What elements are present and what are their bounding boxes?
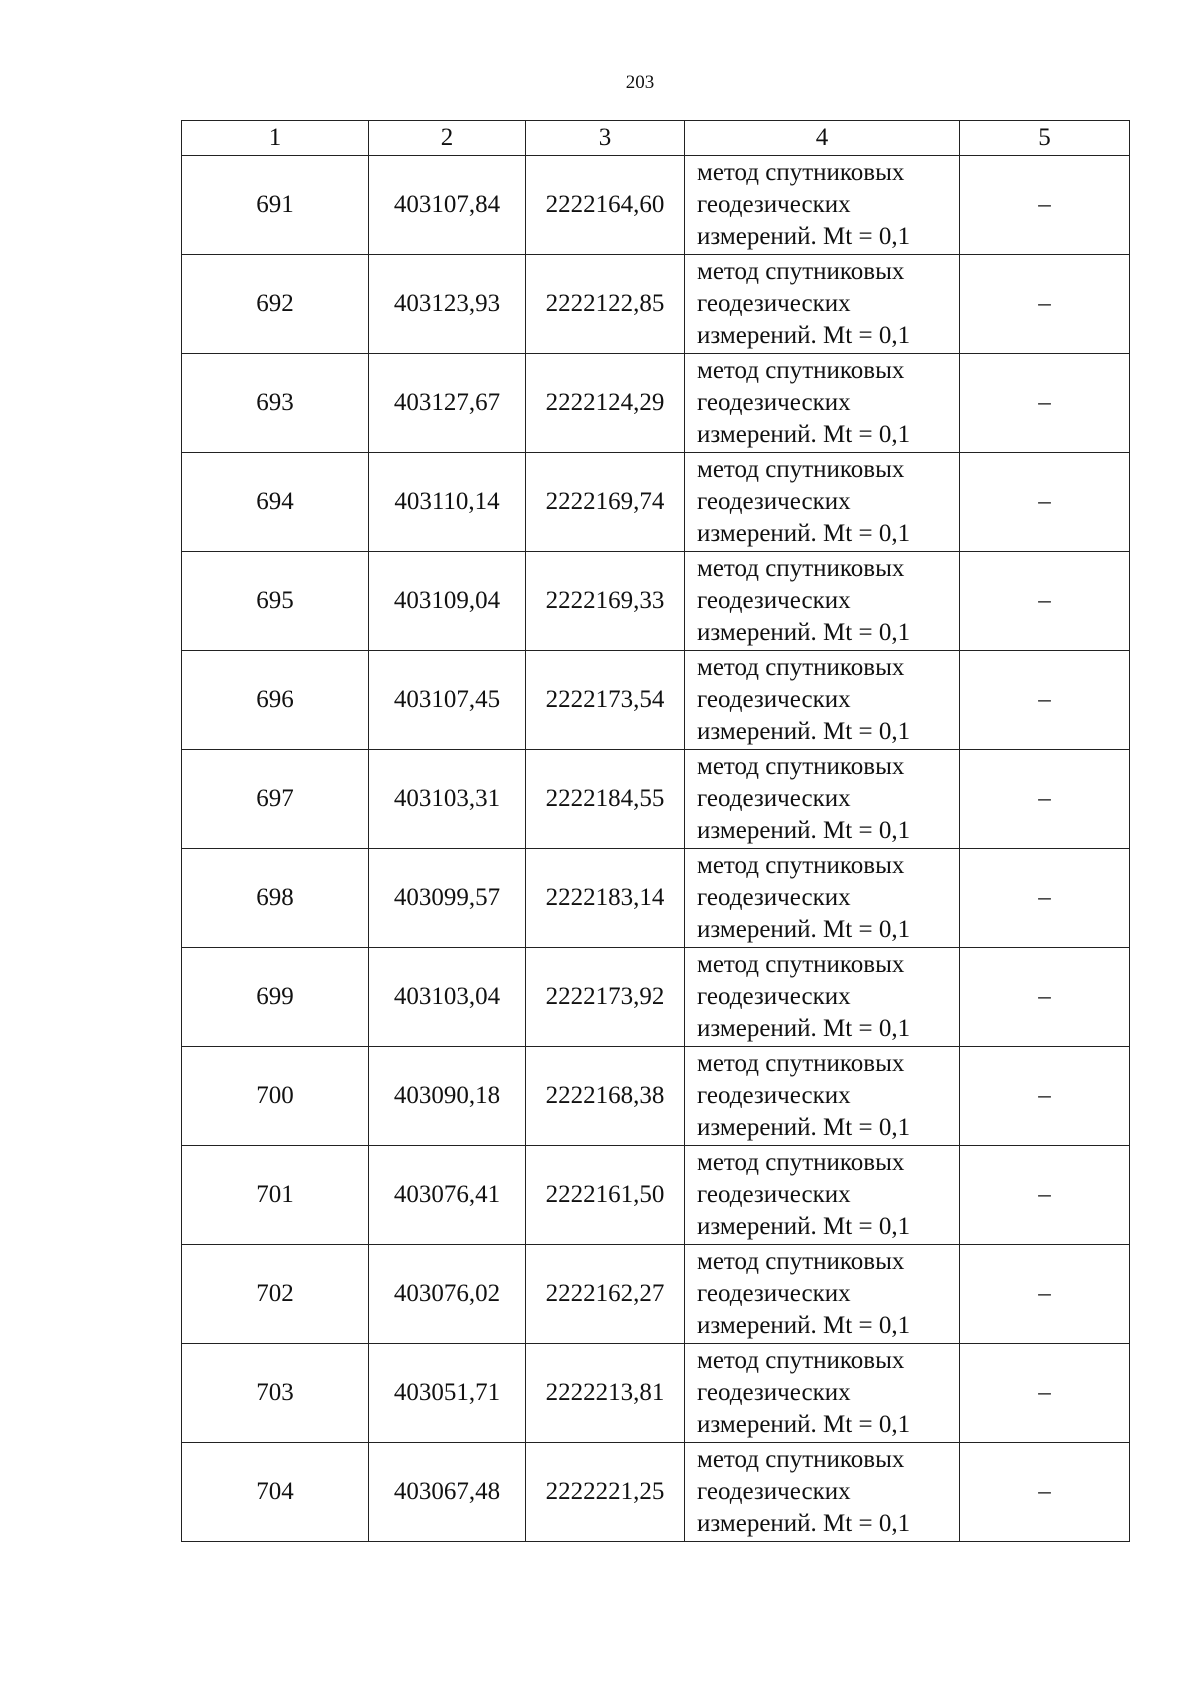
method-line: геодезических — [697, 1478, 851, 1505]
y-coordinate-cell: 2222183,14 — [526, 849, 685, 948]
y-coordinate-cell: 2222184,55 — [526, 750, 685, 849]
table-row — [182, 552, 1130, 651]
x-coordinate-cell: 403109,04 — [369, 552, 526, 651]
method-line: метод спутниковых — [697, 159, 905, 186]
y-coordinate-cell: 2222169,33 — [526, 552, 685, 651]
y-coordinate-cell: 2222124,29 — [526, 354, 685, 453]
point-number-cell: 698 — [182, 849, 369, 948]
point-number-cell: 704 — [182, 1443, 369, 1542]
point-number-cell: 694 — [182, 453, 369, 552]
y-coordinate-cell: 2222168,38 — [526, 1047, 685, 1146]
y-coordinate-cell: 2222164,60 — [526, 156, 685, 255]
column-header-3: 3 — [526, 121, 685, 156]
note-cell: – — [960, 354, 1130, 453]
note-cell: – — [960, 750, 1130, 849]
note-cell: – — [960, 453, 1130, 552]
x-coordinate-cell: 403107,84 — [369, 156, 526, 255]
note-cell: – — [960, 156, 1130, 255]
method-line: измерений. Mt = 0,1 — [697, 817, 911, 844]
table-row — [182, 849, 1130, 948]
method-line: метод спутниковых — [697, 852, 905, 879]
method-line: геодезических — [697, 884, 851, 911]
method-line: метод спутниковых — [697, 1149, 905, 1176]
note-cell: – — [960, 1146, 1130, 1245]
note-cell: – — [960, 255, 1130, 354]
method-line: геодезических — [697, 290, 851, 317]
method-cell — [685, 255, 960, 354]
y-coordinate-cell: 2222173,92 — [526, 948, 685, 1047]
method-line: метод спутниковых — [697, 555, 905, 582]
x-coordinate-cell: 403110,14 — [369, 453, 526, 552]
x-coordinate-cell: 403076,41 — [369, 1146, 526, 1245]
note-cell: – — [960, 1047, 1130, 1146]
point-number-cell: 693 — [182, 354, 369, 453]
method-line: геодезических — [697, 983, 851, 1010]
table-row — [182, 1245, 1130, 1344]
table-row — [182, 1047, 1130, 1146]
coordinates-table — [181, 120, 1130, 1542]
method-line: геодезических — [697, 1181, 851, 1208]
table-row — [182, 948, 1130, 1047]
table-row — [182, 354, 1130, 453]
table-body — [182, 156, 1130, 1542]
x-coordinate-cell: 403103,31 — [369, 750, 526, 849]
point-number-cell: 700 — [182, 1047, 369, 1146]
method-cell — [685, 1443, 960, 1542]
method-line: измерений. Mt = 0,1 — [697, 1411, 911, 1438]
method-line: геодезических — [697, 785, 851, 812]
y-coordinate-cell: 2222173,54 — [526, 651, 685, 750]
method-line: геодезических — [697, 686, 851, 713]
method-line: геодезических — [697, 488, 851, 515]
method-line: метод спутниковых — [697, 456, 905, 483]
method-cell — [685, 1245, 960, 1344]
method-cell — [685, 1047, 960, 1146]
method-cell — [685, 849, 960, 948]
point-number-cell: 699 — [182, 948, 369, 1047]
x-coordinate-cell: 403103,04 — [369, 948, 526, 1047]
method-line: геодезических — [697, 191, 851, 218]
note-cell: – — [960, 651, 1130, 750]
method-line: измерений. Mt = 0,1 — [697, 1312, 911, 1339]
point-number-cell: 703 — [182, 1344, 369, 1443]
x-coordinate-cell: 403127,67 — [369, 354, 526, 453]
method-line: измерений. Mt = 0,1 — [697, 223, 911, 250]
method-line: измерений. Mt = 0,1 — [697, 1015, 911, 1042]
method-line: метод спутниковых — [697, 1248, 905, 1275]
x-coordinate-cell: 403067,48 — [369, 1443, 526, 1542]
x-coordinate-cell: 403076,02 — [369, 1245, 526, 1344]
y-coordinate-cell: 2222162,27 — [526, 1245, 685, 1344]
table-row — [182, 750, 1130, 849]
method-cell — [685, 750, 960, 849]
note-cell: – — [960, 1344, 1130, 1443]
point-number-cell: 692 — [182, 255, 369, 354]
x-coordinate-cell: 403107,45 — [369, 651, 526, 750]
column-header-2: 2 — [369, 121, 526, 156]
method-cell — [685, 1146, 960, 1245]
y-coordinate-cell: 2222213,81 — [526, 1344, 685, 1443]
method-line: измерений. Mt = 0,1 — [697, 916, 911, 943]
method-line: измерений. Mt = 0,1 — [697, 718, 911, 745]
method-line: метод спутниковых — [697, 654, 905, 681]
method-line: метод спутниковых — [697, 357, 905, 384]
table-row — [182, 1443, 1130, 1542]
table-row — [182, 1146, 1130, 1245]
method-cell — [685, 156, 960, 255]
x-coordinate-cell: 403123,93 — [369, 255, 526, 354]
method-line: метод спутниковых — [697, 1347, 905, 1374]
note-cell: – — [960, 948, 1130, 1047]
method-line: метод спутниковых — [697, 1446, 905, 1473]
method-cell — [685, 453, 960, 552]
y-coordinate-cell: 2222169,74 — [526, 453, 685, 552]
method-line: измерений. Mt = 0,1 — [697, 520, 911, 547]
x-coordinate-cell: 403099,57 — [369, 849, 526, 948]
method-line: измерений. Mt = 0,1 — [697, 1114, 911, 1141]
method-line: геодезических — [697, 1379, 851, 1406]
point-number-cell: 702 — [182, 1245, 369, 1344]
table-row — [182, 156, 1130, 255]
method-line: геодезических — [697, 389, 851, 416]
column-header-4: 4 — [685, 121, 960, 156]
table-row — [182, 1344, 1130, 1443]
column-header-5: 5 — [960, 121, 1130, 156]
method-line: метод спутниковых — [697, 258, 905, 285]
method-cell — [685, 948, 960, 1047]
x-coordinate-cell: 403090,18 — [369, 1047, 526, 1146]
note-cell: – — [960, 1245, 1130, 1344]
point-number-cell: 697 — [182, 750, 369, 849]
method-line: метод спутниковых — [697, 951, 905, 978]
y-coordinate-cell: 2222122,85 — [526, 255, 685, 354]
method-line: измерений. Mt = 0,1 — [697, 322, 911, 349]
method-line: измерений. Mt = 0,1 — [697, 421, 911, 448]
table-row — [182, 453, 1130, 552]
y-coordinate-cell: 2222221,25 — [526, 1443, 685, 1542]
note-cell: – — [960, 552, 1130, 651]
method-line: геодезических — [697, 1082, 851, 1109]
method-line: геодезических — [697, 1280, 851, 1307]
method-cell — [685, 354, 960, 453]
method-line: метод спутниковых — [697, 1050, 905, 1077]
method-cell — [685, 552, 960, 651]
note-cell: – — [960, 849, 1130, 948]
table-row — [182, 651, 1130, 750]
column-header-1: 1 — [182, 121, 369, 156]
point-number-cell: 701 — [182, 1146, 369, 1245]
point-number-cell: 696 — [182, 651, 369, 750]
note-cell: – — [960, 1443, 1130, 1542]
point-number-cell: 691 — [182, 156, 369, 255]
page-number: 203 — [625, 72, 655, 93]
table-row — [182, 255, 1130, 354]
x-coordinate-cell: 403051,71 — [369, 1344, 526, 1443]
point-number-cell: 695 — [182, 552, 369, 651]
method-line: геодезических — [697, 587, 851, 614]
method-line: измерений. Mt = 0,1 — [697, 1510, 911, 1537]
y-coordinate-cell: 2222161,50 — [526, 1146, 685, 1245]
method-line: метод спутниковых — [697, 753, 905, 780]
table-header-row — [182, 121, 1130, 156]
method-line: измерений. Mt = 0,1 — [697, 619, 911, 646]
method-line: измерений. Mt = 0,1 — [697, 1213, 911, 1240]
method-cell — [685, 1344, 960, 1443]
method-cell — [685, 651, 960, 750]
